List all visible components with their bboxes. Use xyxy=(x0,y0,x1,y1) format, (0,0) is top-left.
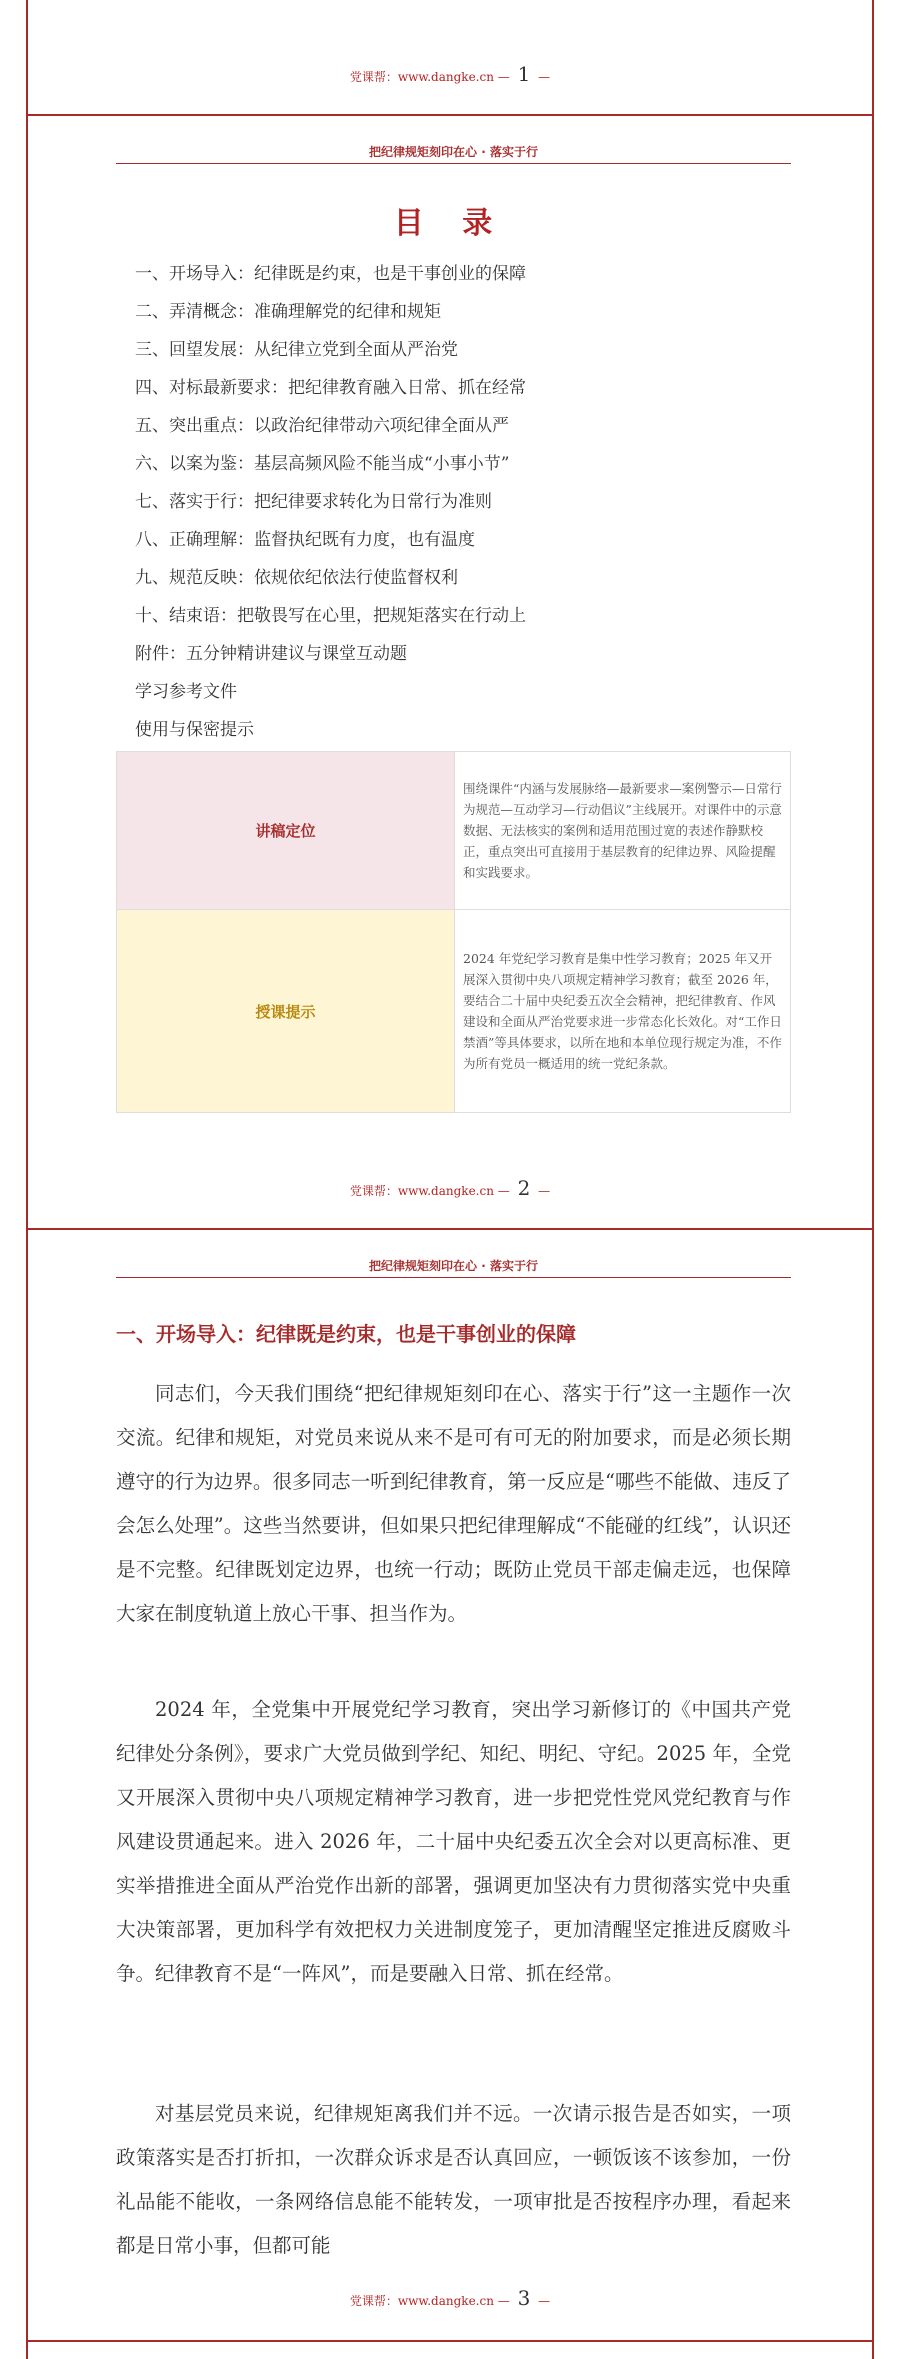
body-paragraph: 2024 年，全党集中开展党纪学习教育，突出学习新修订的《中国共产党纪律处分条例》，要求广大党员做到学纪、知纪、明纪、守纪。2025 年，全党又开展深入贯彻中央八项规定精神学习教育，进一步把党性党风党纪教育与作风建设贯通起来。进入 2026 年，二十届中央纪委五次全会对以更高标准、更实举措推进全面从严治党作出新的部署，强调更加坚决有力贯彻落实党中央重大决策部署，更加科学有效把权力关进制度笼子，更加清醒坚定推进反腐败斗争。纪律教育不是“一阵风”，而是要融入日常、抓在经常。 xyxy=(116,1698,791,1985)
teaching-tips-content: 2024 年党纪学习教育是集中性学习教育；2025 年又开展深入贯彻中央八项规定精神学习教育；截至 2026 年，要结合二十届中央纪委五次全会精神，把纪律教育、作风建设和全面从严治党要求进一步常态化长效化。对“工作日禁酒”等具体要求，以所在地和本单位现行规定为准，不作为所有党员一概适用的统一党纪条款。 xyxy=(455,910,791,1113)
table-row xyxy=(117,910,791,1113)
section-heading: 一、开场导入：纪律既是约束，也是干事创业的保障 xyxy=(116,1322,576,1346)
page-number: 3 xyxy=(517,2286,531,2310)
toc-item[interactable]: 八、正确理解：监督执纪既有力度，也有温度 xyxy=(135,530,475,550)
teaching-tips-label: 授课提示 xyxy=(117,910,455,1113)
page-footer-2: 党课帮：www.dangke.cn — 2 — xyxy=(349,1176,551,1200)
toc-item[interactable]: 十、结束语：把敬畏写在心里，把规矩落实在行动上 xyxy=(135,606,526,626)
page-footer-3: 党课帮：www.dangke.cn — 3 — xyxy=(349,2286,551,2310)
toc-item[interactable]: 四、对标最新要求：把纪律教育融入日常、抓在经常 xyxy=(135,378,526,398)
lecture-info-table xyxy=(116,751,791,1113)
body-paragraph: 同志们，今天我们围绕“把纪律规矩刻印在心、落实于行”这一主题作一次交流。纪律和规矩，对党员来说从来不是可有可无的附加要求，而是必须长期遵守的行为边界。很多同志一听到纪律教育，第一反应是“哪些不能做、违反了会怎么处理”。这些当然要讲，但如果只把纪律理解成“不能碰的红线”，认识还是不完整。纪律既划定边界，也统一行动；既防止党员干部走偏走远，也保障大家在制度轨道上放心干事、担当作为。 xyxy=(116,1382,791,1625)
page-separator xyxy=(26,114,874,116)
footer-site-label: 党课帮：www.dangke.cn xyxy=(349,1184,494,1198)
footer-site-label: 党课帮：www.dangke.cn xyxy=(349,2294,494,2308)
toc-item[interactable]: 使用与保密提示 xyxy=(135,720,254,740)
toc-item[interactable]: 一、开场导入：纪律既是约束，也是干事创业的保障 xyxy=(135,264,526,284)
footer-site-label: 党课帮：www.dangke.cn xyxy=(349,70,494,84)
table-row xyxy=(117,752,791,910)
table-of-contents xyxy=(135,255,526,749)
body-paragraph: 对基层党员来说，纪律规矩离我们并不远。一次请示报告是否如实，一项政策落实是否打折扣，一次群众诉求是否认真回应，一顿饭该不该参加，一份礼品能不能收，一条网络信息能不能转发，一项审批是否按程序办理，看起来都是日常小事，但都可能 xyxy=(116,2102,791,2257)
page-header: 把纪律规矩刻印在心 · 落实于行 xyxy=(116,143,791,164)
positioning-content: 围绕课件“内涵与发展脉络—最新要求—案例警示—日常行为规范—互动学习—行动倡议”主线展开。对课件中的示意数据、无法核实的案例和适用范围过宽的表述作静默校正，重点突出可直接用于基层教育的纪律边界、风险提醒和实践要求。 xyxy=(455,752,791,910)
toc-item[interactable]: 附件：五分钟精讲建议与课堂互动题 xyxy=(135,644,407,664)
toc-title: 目 录 xyxy=(393,206,507,241)
toc-item[interactable]: 二、弄清概念：准确理解党的纪律和规矩 xyxy=(135,302,441,322)
toc-item[interactable]: 九、规范反映：依规依纪依法行使监督权利 xyxy=(135,568,458,588)
page-footer-1: 党课帮：www.dangke.cn — 1 — xyxy=(349,62,551,86)
page-separator xyxy=(26,1228,874,1230)
page-number: 1 xyxy=(517,62,531,86)
page-header: 把纪律规矩刻印在心 · 落实于行 xyxy=(116,1257,791,1278)
page-separator xyxy=(26,2340,874,2342)
toc-item[interactable]: 三、回望发展：从纪律立党到全面从严治党 xyxy=(135,340,458,360)
toc-item[interactable]: 六、以案为鉴：基层高频风险不能当成“小事小节” xyxy=(135,454,510,474)
toc-item[interactable]: 七、落实于行：把纪律要求转化为日常行为准则 xyxy=(135,492,492,512)
toc-item[interactable]: 学习参考文件 xyxy=(135,682,237,702)
toc-item[interactable]: 五、突出重点：以政治纪律带动六项纪律全面从严 xyxy=(135,416,509,436)
positioning-label: 讲稿定位 xyxy=(117,752,455,910)
page-number: 2 xyxy=(517,1176,531,1200)
